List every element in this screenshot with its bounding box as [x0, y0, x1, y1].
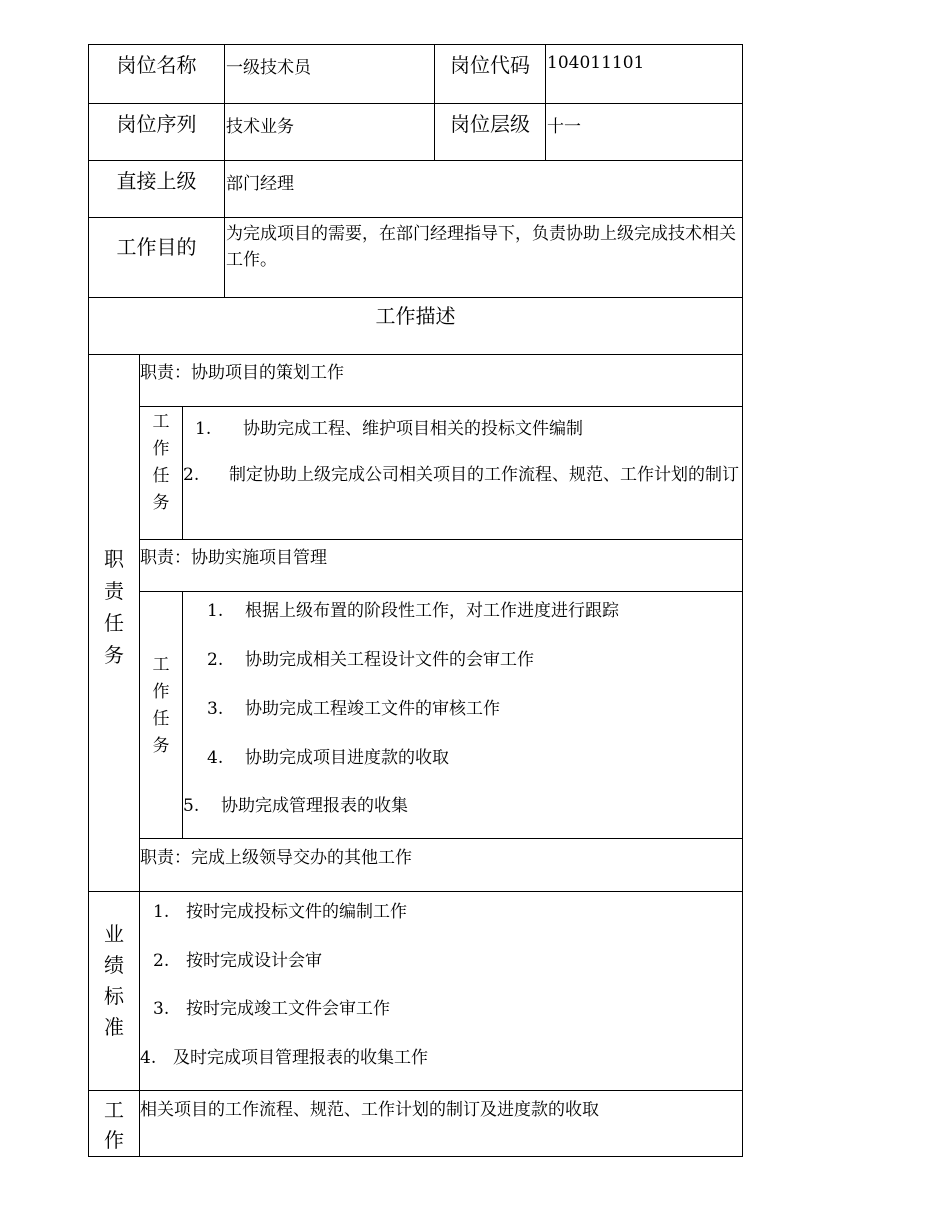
position-series-label: 岗位序列: [88, 103, 225, 161]
performance-item: [153, 946, 322, 971]
duty3-title-cell: [139, 838, 743, 892]
task-text: 协助完成工程、维护项目相关的投标文件编制: [243, 419, 583, 439]
duty1-title-cell: [139, 354, 743, 407]
duty2-title-cell: [139, 539, 743, 592]
task-item: [207, 645, 534, 670]
task-item: [195, 414, 583, 439]
position-level-label: 岗位层级: [434, 103, 546, 161]
purpose-label: 工作目的: [88, 217, 225, 298]
task-number: 4.: [207, 748, 224, 768]
performance-number: 2.: [153, 951, 170, 971]
performance-item: [140, 1043, 428, 1068]
position-series-value: 技术业务: [224, 103, 435, 161]
work-section-text: 相关项目的工作流程、规范、工作计划的制订及进度款的收取: [140, 1100, 599, 1120]
description-title: 工作描述: [88, 297, 743, 355]
duties-label: 职责任务: [88, 354, 140, 892]
performance-text: 按时完成投标文件的编制工作: [186, 902, 407, 922]
task-item: [207, 596, 619, 621]
task-text: 根据上级布置的阶段性工作，对工作进度进行跟踪: [245, 601, 619, 621]
performance-cell: [139, 891, 743, 1091]
task-text: 协助完成相关工程设计文件的会审工作: [245, 650, 534, 670]
job-description-table: [88, 44, 743, 1157]
duty1-title: 职责：协助项目的策划工作: [140, 363, 344, 383]
duty2-tasks-cell: [182, 591, 743, 839]
duty3-title: 职责：完成上级领导交办的其他工作: [140, 848, 412, 868]
position-name-value: 一级技术员: [224, 44, 435, 104]
performance-label: 业绩标准: [88, 891, 140, 1091]
task-item: [207, 694, 500, 719]
duty2-title: 职责：协助实施项目管理: [140, 548, 327, 568]
task-number: 5.: [183, 796, 200, 816]
performance-item: [153, 994, 390, 1019]
work-section-cell: [139, 1090, 743, 1157]
duty1-tasks-cell: [182, 406, 743, 540]
task-text: 协助完成项目进度款的收取: [245, 748, 449, 768]
task-number: 1.: [207, 601, 224, 621]
position-code-value: 104011101: [545, 44, 743, 104]
task-number: 2.: [207, 650, 224, 670]
duty2-task-label: 工作任务: [139, 591, 183, 839]
performance-text: 按时完成设计会审: [186, 951, 322, 971]
task-item: [207, 743, 449, 768]
task-text: 协助完成工程竣工文件的审核工作: [245, 699, 500, 719]
performance-number: 1.: [153, 902, 170, 922]
task-item: [183, 462, 739, 489]
position-name-label: 岗位名称: [88, 44, 225, 104]
performance-number: 4.: [140, 1048, 157, 1068]
task-item: [183, 791, 408, 816]
performance-number: 3.: [153, 999, 170, 1019]
supervisor-label: 直接上级: [88, 160, 225, 218]
performance-text: 及时完成项目管理报表的收集工作: [173, 1048, 428, 1068]
task-number: 1.: [195, 419, 212, 439]
task-text: 制定协助上级完成公司相关项目的工作流程、规范、工作计划的制订: [229, 465, 739, 485]
position-code-label: 岗位代码: [434, 44, 546, 104]
position-level-value: 十一: [545, 103, 743, 161]
performance-item: [153, 897, 407, 922]
work-section-label: 工作: [88, 1090, 140, 1157]
task-number: 2.: [183, 465, 200, 485]
duty1-task-label: 工作任务: [139, 406, 183, 540]
task-text: 协助完成管理报表的收集: [221, 796, 408, 816]
supervisor-value: 部门经理: [224, 160, 743, 218]
purpose-value: 为完成项目的需要，在部门经理指导下，负责协助上级完成技术相关工作。: [224, 217, 743, 298]
task-number: 3.: [207, 699, 224, 719]
performance-text: 按时完成竣工文件会审工作: [186, 999, 390, 1019]
